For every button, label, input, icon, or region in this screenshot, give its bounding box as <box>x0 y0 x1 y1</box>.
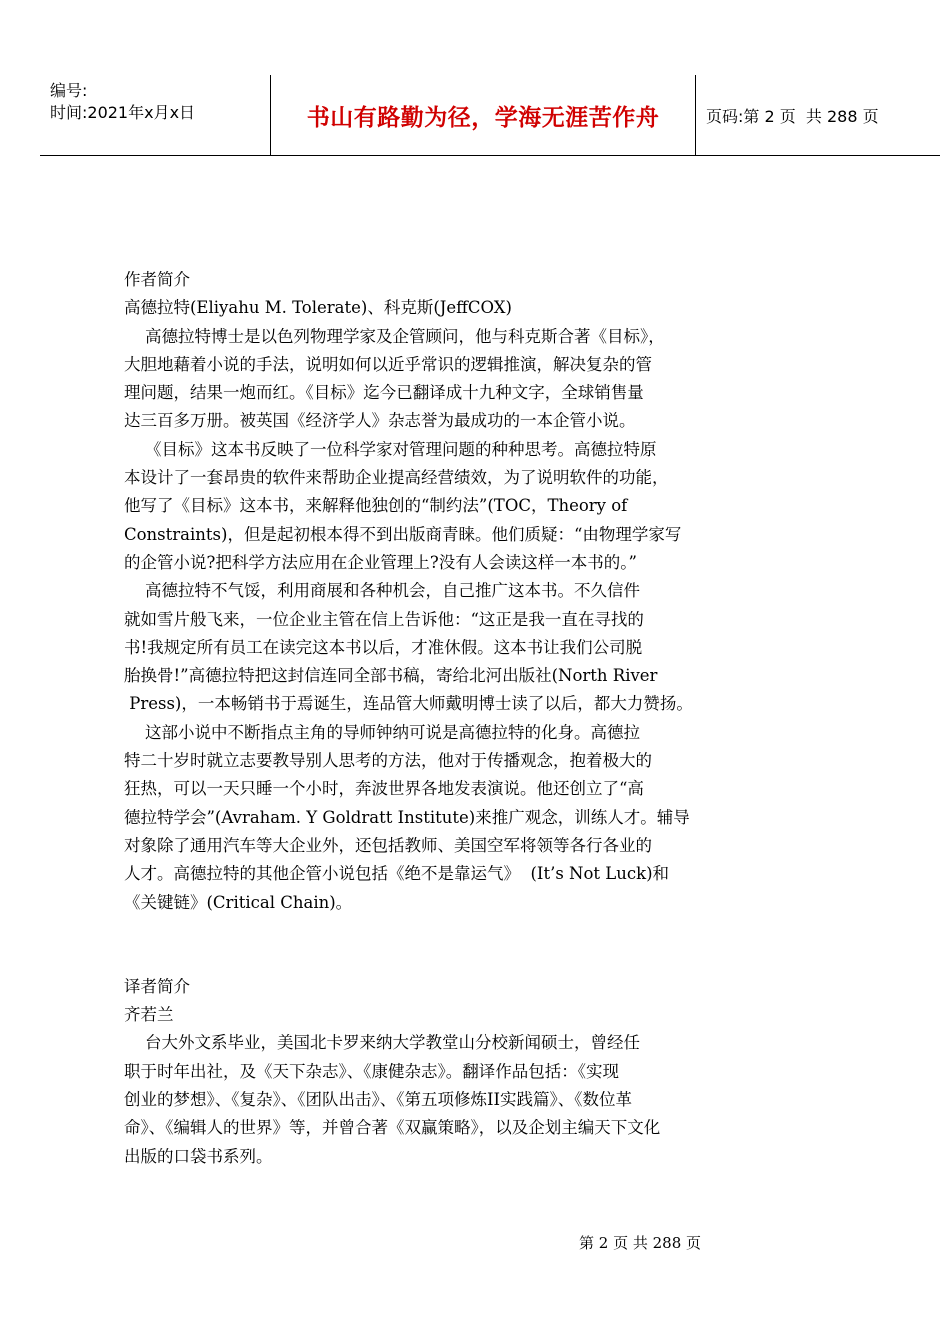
text-line: 《关键链》(Critical Chain)。 <box>124 892 353 912</box>
text-line: 胎换骨!”高德拉特把这封信连同全部书稿，寄给北河出版社(North River <box>124 666 658 686</box>
text-line: 就如雪片般飞来，一位企业主管在信上告诉他：“这正是我一直在寻找的 <box>124 609 644 629</box>
serial-number-label: 编号: <box>50 81 88 100</box>
text-line: 理问题，结果一炮而红。《目标》迄今已翻译成十九种文字，全球销售量 <box>124 383 644 403</box>
text-line: 书!我规定所有员工在读完这本书以后，才准休假。这本书让我们公司脱 <box>124 637 643 657</box>
text-line: 德拉特学会”(Avraham. Y Goldratt Institute)来推广观念，训练人才。辅导 <box>124 807 690 827</box>
text-line: 特二十岁时就立志要教导别人思考的方法，他对于传播观念，抱着极大的 <box>124 751 652 771</box>
text-line: 出版的口袋书系列。 <box>124 1146 273 1166</box>
text-line: 创业的梦想》、《复杂》、《团队出击》、《第五项修炼II实践篇》、《数位革 <box>124 1090 633 1110</box>
author-bio <box>124 323 824 917</box>
section-spacer <box>124 917 824 973</box>
page-footer: 第 2 页 共 288 页 <box>579 1234 702 1252</box>
date-label: 时间:2021年x月x日 <box>50 103 196 122</box>
document-body <box>124 266 824 1171</box>
text-line: 台大外文系毕业，美国北卡罗来纳大学教堂山分校新闻硕士，曾经任 <box>124 1033 640 1053</box>
text-line: 对象除了通用汽车等大企业外，还包括教师、美国空军将领等各行各业的 <box>124 835 652 855</box>
author-heading: 作者简介 <box>124 270 190 289</box>
text-line: 高德拉特博士是以色列物理学家及企管顾问，他与科克斯合著《目标》， <box>124 326 665 346</box>
text-line: 命》、《编辑人的世界》等，并曾合著《双赢策略》，以及企划主编天下文化 <box>124 1118 661 1138</box>
translator-heading: 译者简介 <box>124 976 190 996</box>
translator-bio <box>124 1029 824 1170</box>
header-page-number: 页码:第 2 页 共 288 页 <box>706 106 879 126</box>
text-line: 高德拉特不气馁，利用商展和各种机会，自己推广这本书。不久信件 <box>124 581 640 601</box>
text-line: 狂热，可以一天只睡一个小时，奔波世界各地发表演说。他还创立了“高 <box>124 779 644 799</box>
text-line: Press)，一本畅销书于焉诞生，连品管大师戴明博士读了以后，都大力赞扬。 <box>124 694 693 714</box>
header-motto: 书山有路勤为径，学海无涯苦作舟 <box>306 104 660 131</box>
text-line: 《目标》这本书反映了一位科学家对管理问题的种种思考。高德拉特原 <box>124 439 657 459</box>
text-line: 大胆地藉着小说的手法，说明如何以近乎常识的逻辑推演，解决复杂的管 <box>124 354 652 374</box>
page-header <box>40 75 940 156</box>
text-line: 达三百多万册。被英国《经济学人》杂志誉为最成功的一本企管小说。 <box>124 411 636 431</box>
author-names: 高德拉特(Eliyahu M. Tolerate)、科克斯(JeffCOX) <box>124 298 512 318</box>
text-line: 的企管小说?把科学方法应用在企业管理上?没有人会读这样一本书的。” <box>124 552 637 572</box>
text-line: 人才。高德拉特的其他企管小说包括《绝不是靠运气》 (It’s Not Luck)和 <box>124 864 670 884</box>
text-line: 本设计了一套昂贵的软件来帮助企业提高经营绩效，为了说明软件的功能， <box>124 468 669 488</box>
text-line: 职于时年出社，及《天下杂志》、《康健杂志》。翻译作品包括：《实现 <box>124 1061 619 1081</box>
text-line: Constraints)，但是起初根本得不到出版商青睐。他们质疑：“由物理学家写 <box>124 524 682 544</box>
header-divider-right <box>695 75 696 155</box>
header-meta <box>50 80 270 124</box>
text-line: 这部小说中不断指点主角的导师钟纳可说是高德拉特的化身。高德拉 <box>124 722 640 742</box>
translator-name: 齐若兰 <box>124 1005 174 1025</box>
text-line: 他写了《目标》这本书，来解释他独创的“制约法”(TOC，Theory of <box>124 496 628 516</box>
